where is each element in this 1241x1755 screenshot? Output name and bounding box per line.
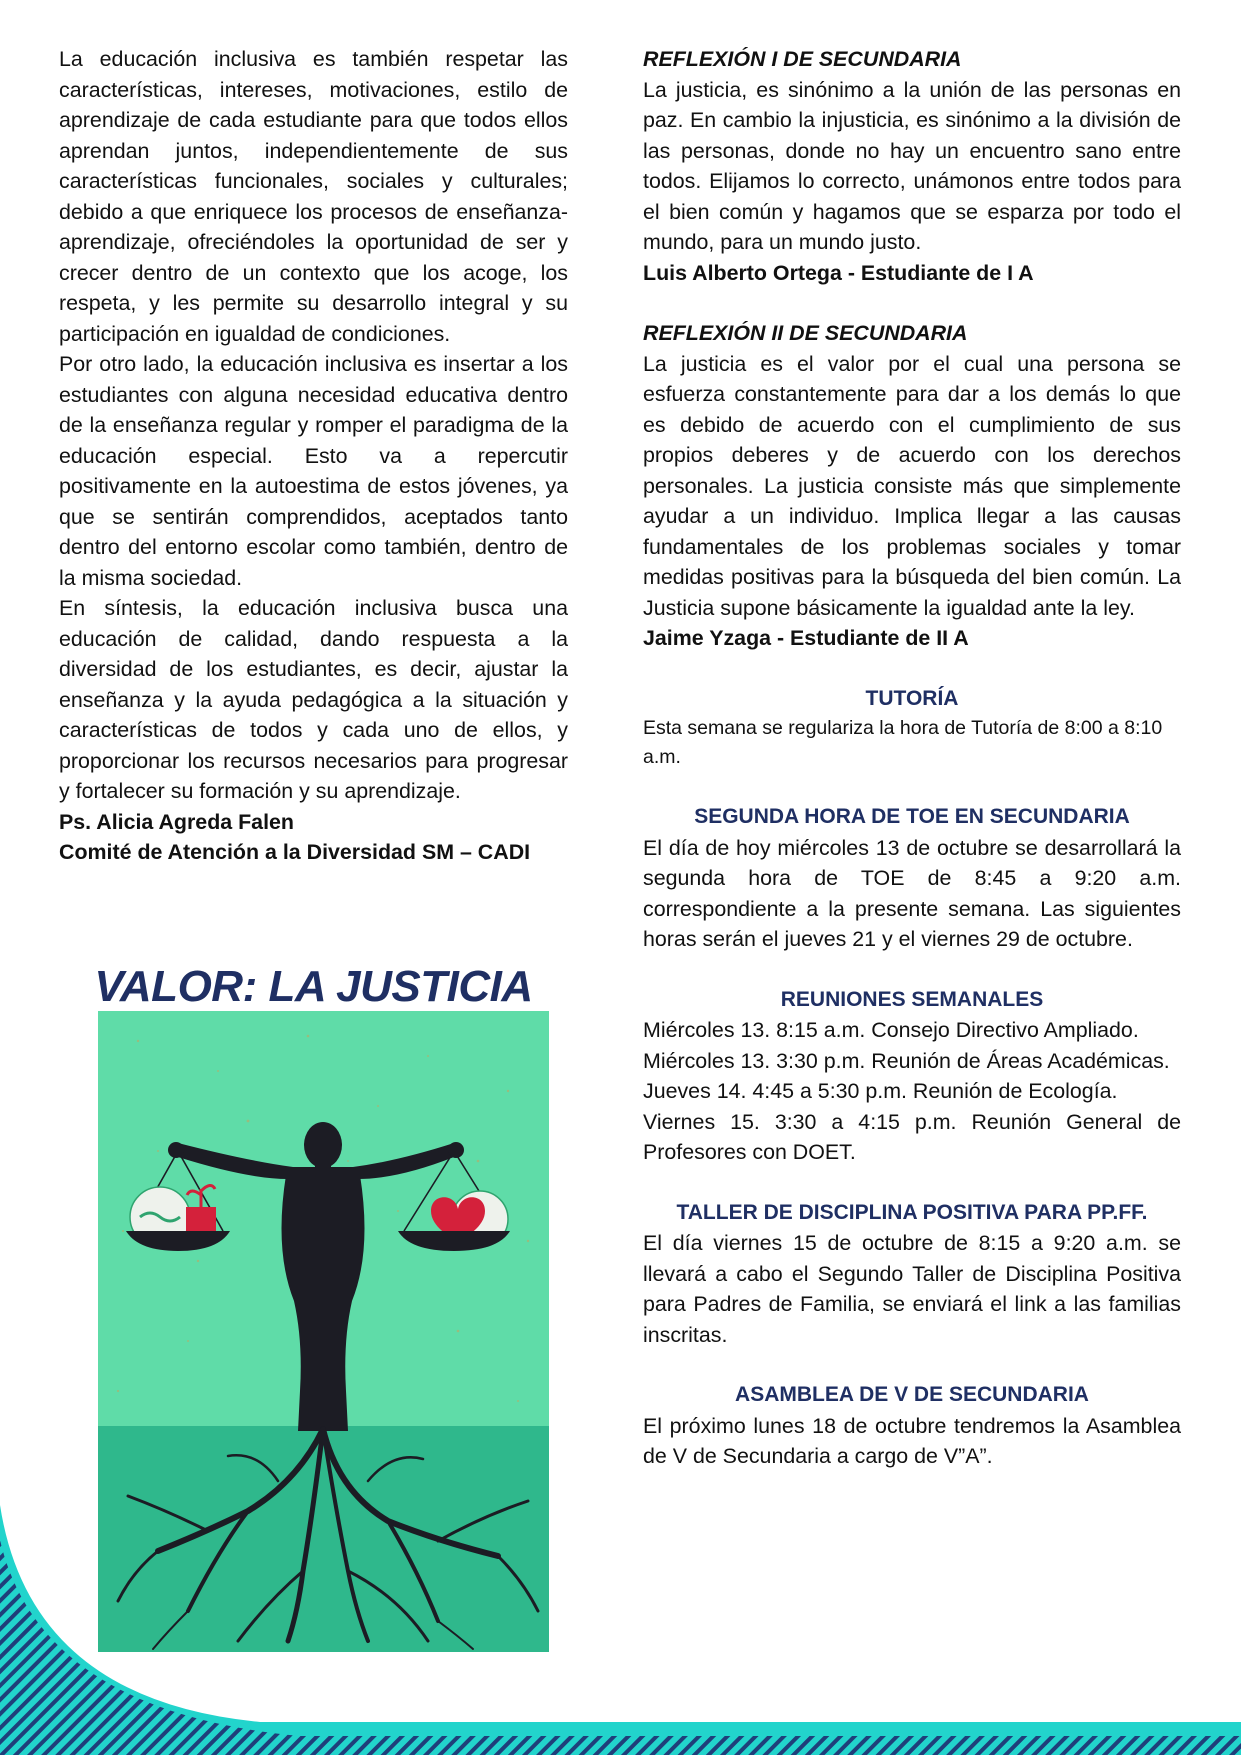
reuniones-title: REUNIONES SEMANALES xyxy=(780,987,1044,1011)
inclusive-education-paragraph-3: En síntesis, la educación inclusiva busca una educación de calidad, dando respuesta a la diversidad de los estudiantes, es decir, ajustar la enseñanza y la ayuda pedagógica a la situación y características de todos y cada uno de ellos, y proporcionar los recursos necesarios para progresar y fortalecer su formación y su aprendizaje. xyxy=(59,596,568,803)
tutoria-body: Esta semana se regulariza la hora de Tutoría de 8:00 a 8:10 a.m. xyxy=(643,717,1163,768)
asamblea-body: El próximo lunes 18 de octubre tendremos la Asamblea de V de Secundaria a cargo de V”A”. xyxy=(643,1413,1181,1468)
taller-body: El día viernes 15 de octubre de 8:15 a 9:20 a.m. se llevará a cabo el Segundo Taller de Disciplina Positiva para Padres de Familia, se enviará el link a las familias inscritas. xyxy=(643,1231,1181,1347)
reflexion-2-heading: REFLEXIÓN II DE SECUNDARIA xyxy=(643,321,968,345)
reflexion-2-body: La justicia es el valor por el cual una persona se esfuerza constantemente para dar a los demás lo que es debido de acuerdo con el cumplimiento de sus propios deberes y de acuerdo con los derechos personales. La justicia consiste más que simplemente ayudar a un individuo. Implica llegar a las causas fundamentales de los problemas sociales y tomar medidas positivas para la búsqueda del bien común. La Justicia supone básicamente la igualdad ante la ley. xyxy=(643,351,1181,620)
justice-scale-illustration xyxy=(98,1011,549,1652)
author-name: Ps. Alicia Agreda Falen xyxy=(59,809,294,834)
asamblea-title: ASAMBLEA DE V DE SECUNDARIA xyxy=(735,1383,1089,1406)
author-organization: Comité de Atención a la Diversidad SM – CADI xyxy=(59,840,531,864)
reuniones-item: Miércoles 13. 3:30 p.m. Reunión de Áreas Académicas. xyxy=(643,1048,1170,1073)
reflexion-2-signature: Jaime Yzaga - Estudiante de II A xyxy=(643,626,969,650)
reflexion-1-body: La justicia, es sinónimo a la unión de las personas en paz. En cambio la injusticia, es sinónimo a la división de las personas, donde no hay un encuentro sano entre todos. Elijamos lo correcto, unámonos entre todos para el bien común y hagamos que se esparza por todo el mundo, para un mundo justo. xyxy=(643,77,1181,254)
spacer xyxy=(643,288,1181,318)
reuniones-item: Miércoles 13. 8:15 a.m. Consejo Directivo Ampliado. xyxy=(643,1018,1139,1042)
inclusive-education-paragraph-1: La educación inclusiva es también respetar las características, intereses, motivaciones, estilo de aprendizaje de cada estudiante para que todos ellos aprendan juntos, independientemente de sus características funcionales, sociales y culturales; debido a que enriquece los procesos de enseñanza-aprendizaje, ofreciéndoles la oportunidad de ser y crecer dentro de un contexto que los acoge, los respeta, y les permite su desarrollo integral y su participación en igualdad de condiciones. xyxy=(59,47,568,346)
toe-title: SEGUNDA HORA DE TOE EN SECUNDARIA xyxy=(694,805,1130,828)
reuniones-item: Jueves 14. 4:45 a 5:30 p.m. Reunión de Ecología. xyxy=(643,1079,1118,1103)
inclusive-education-paragraph-2: Por otro lado, la educación inclusiva es insertar a los estudiantes con alguna necesidad educativa dentro de la enseñanza regular y romper el paradigma de la educación especial. Esto va a repercutir positivamente en la autoestima de estos jóvenes, ya que se sentirán comprendidos, aceptados tanto dentro del entorno escolar como también, dentro de la misma sociedad. xyxy=(59,352,568,590)
illustration-background-bottom xyxy=(98,1426,549,1652)
taller-title: TALLER DE DISCIPLINA POSITIVA PARA PP.FF. xyxy=(676,1200,1148,1224)
right-column xyxy=(643,44,1181,1472)
reuniones-item: Viernes 15. 3:30 a 4:15 p.m. Reunión General de Profesores con DOET. xyxy=(643,1109,1181,1164)
spacer xyxy=(643,1168,1181,1198)
tutoria-title: TUTORÍA xyxy=(865,686,959,710)
spacer xyxy=(643,772,1181,802)
reflexion-1-signature: Luis Alberto Ortega - Estudiante de I A xyxy=(643,260,1034,285)
reflexion-1-heading: REFLEXIÓN I DE SECUNDARIA xyxy=(643,47,962,71)
left-column xyxy=(59,44,568,868)
toe-body: El día de hoy miércoles 13 de octubre se desarrollará la segunda hora de TOE de 8:45 a 9:20 a.m. correspondiente a la presente semana. Las siguientes horas serán el jueves 21 y el viernes 29 de octubre. xyxy=(643,835,1181,951)
spacer xyxy=(643,654,1181,684)
valor-title: VALOR: LA JUSTICIA xyxy=(94,962,533,1011)
spacer xyxy=(643,955,1181,985)
spacer xyxy=(643,1350,1181,1380)
plant-pot xyxy=(186,1207,216,1233)
